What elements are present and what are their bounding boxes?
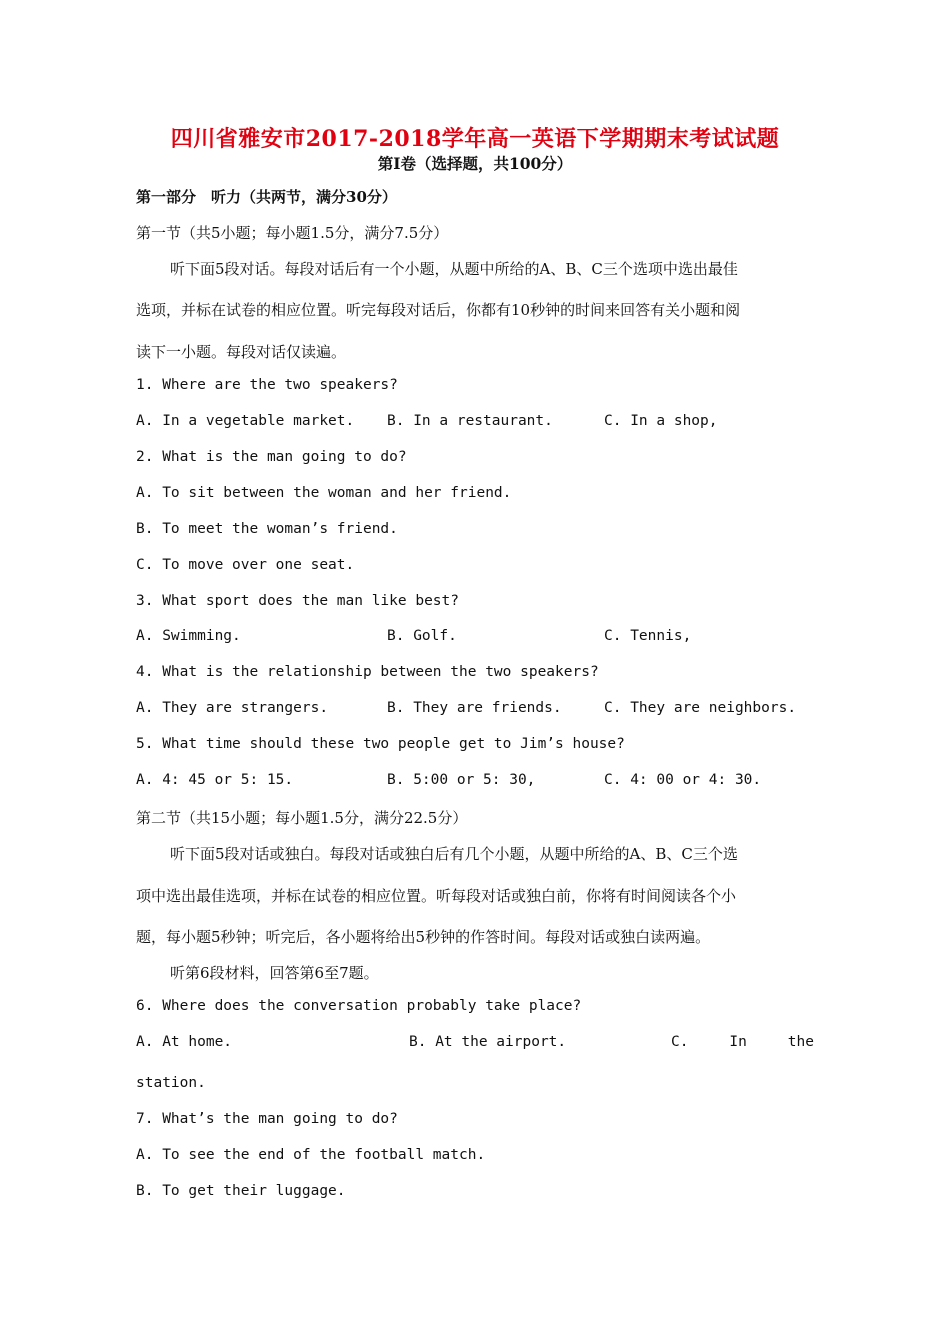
option-c: C. Tennis, [604,628,692,644]
part1-heading: 第一部分 听力（共两节，满分30分） [136,188,397,206]
option-c-word: In [729,1034,747,1050]
option-c: C. 4: 00 or 4: 30. [604,772,762,788]
option-a: A. In a vegetable market. [136,413,355,429]
option-b: B. To get their luggage. [136,1183,346,1199]
question-text: 7. What’s the man going to do? [136,1111,398,1127]
option-c-continuation: station. [136,1075,206,1091]
question-text: 4. What is the relationship between the two speakers? [136,664,599,680]
question-text: 5. What time should these two people get to Jim’s house? [136,736,625,752]
option-b: B. They are friends. [387,700,562,716]
option-a: A. To sit between the woman and her friend. [136,485,512,501]
section2-instructions-line: 听下面5段对话或独白。每段对话或独白后有几个小题，从题中所给的A、B、C三个选 [170,845,738,863]
option-c-word: the [787,1034,814,1050]
question-text: 3. What sport does the man like best? [136,593,460,609]
section2-heading: 第二节（共15小题；每小题1.5分，满分22.5分） [136,809,468,827]
option-b: B. At the airport. [409,1034,567,1050]
option-a: A. To see the end of the football match. [136,1147,486,1163]
option-a: A. At home. [136,1034,233,1050]
question-text: 6. Where does the conversation probably take place? [136,998,582,1014]
option-c: C. To move over one seat. [136,557,355,573]
exam-title: 四川省雅安市2017-2018学年高一英语下学期期末考试试题 [170,126,780,152]
option-b: B. 5:00 or 5: 30, [387,772,536,788]
option-c-word: C. [671,1034,689,1050]
option-b: B. Golf. [387,628,457,644]
option-a: A. Swimming. [136,628,241,644]
option-b: B. To meet the woman’s friend. [136,521,398,537]
option-a: A. They are strangers. [136,700,329,716]
option-c: C. They are neighbors. [604,700,797,716]
question-text: 1. Where are the two speakers? [136,377,398,393]
material-6-prompt: 听第6段材料，回答第6至7题。 [170,964,379,982]
section1-instructions-line: 听下面5段对话。每段对话后有一个小题，从题中所给的A、B、C三个选项中选出最佳 [170,260,738,278]
exam-subtitle: 第Ⅰ卷（选择题，共100分） [377,154,573,173]
section2-instructions-line: 项中选出最佳选项，并标在试卷的相应位置。听每段对话或独白前，你将有时间阅读各个小 [136,887,737,905]
option-b: B. In a restaurant. [387,413,553,429]
option-c: C. In a shop, [604,413,718,429]
question-text: 2. What is the man going to do? [136,449,407,465]
section2-instructions-line: 题，每小题5秒钟；听完后，各小题将给出5秒钟的作答时间。每段对话或独白读两遍。 [136,928,711,946]
section1-instructions-line: 选项，并标在试卷的相应位置。听完每段对话后，你都有10秒钟的时间来回答有关小题和阅 [136,301,741,319]
section1-instructions-line: 读下一小题。每段对话仅读遍。 [136,343,347,361]
option-c [671,1034,814,1050]
section1-heading: 第一节（共5小题；每小题1.5分，满分7.5分） [136,224,449,242]
option-a: A. 4: 45 or 5: 15. [136,772,294,788]
